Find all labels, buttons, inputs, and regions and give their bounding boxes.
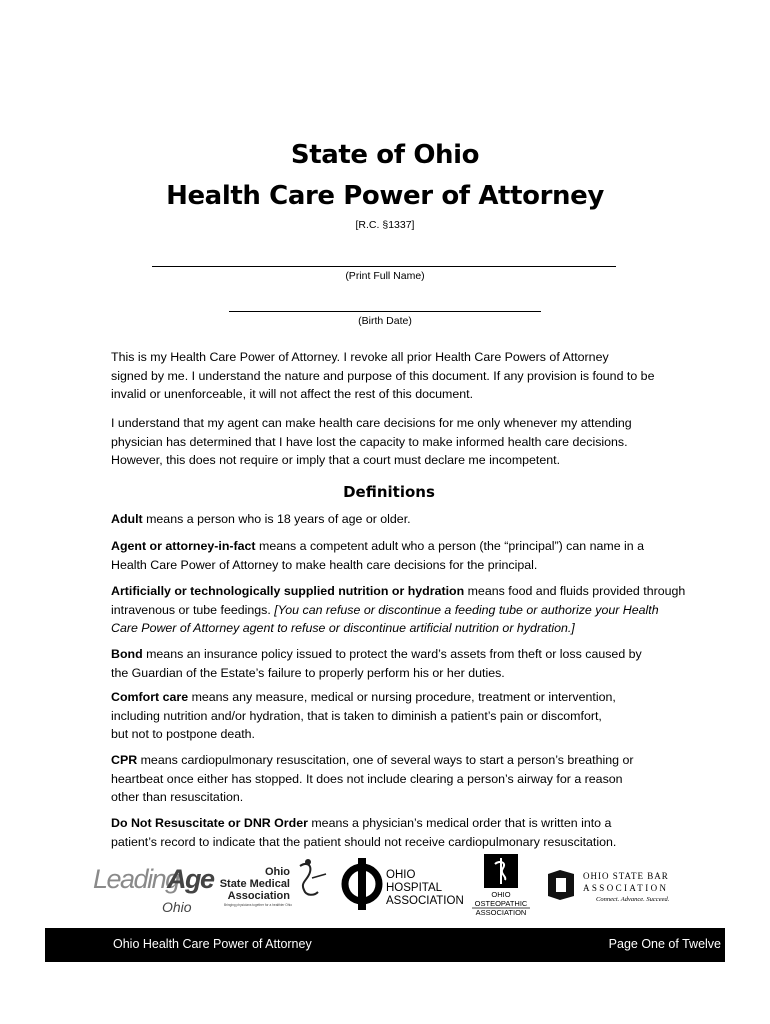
term: Artificially or technologically supplied nutrition or hydration: [111, 584, 465, 598]
osma-line-1: Ohio: [264, 866, 290, 878]
ooa-line-1: OHIO: [491, 890, 511, 899]
intro-1-line: This is my Health Care Power of Attorney. I revoke all prior Health Care Powers of Attorney: [111, 350, 609, 364]
definitions-heading: Definitions: [343, 483, 435, 501]
leadingage-word-1: Leading: [93, 864, 179, 894]
definition-comfort-care: [111, 688, 711, 744]
footer-document-title: Ohio Health Care Power of Attorney: [113, 937, 312, 951]
osba-line-1: OHIO STATE BAR: [583, 871, 669, 881]
title-line-1: State of Ohio: [290, 140, 480, 170]
intro-2-line: I understand that my agent can make health care decisions for me only whenever my attending: [111, 416, 632, 430]
osma-logo: [220, 859, 326, 907]
definition-text: other than resuscitation.: [111, 790, 244, 804]
definition-text: means a physician’s medical order that is written into a: [307, 816, 612, 830]
definition-text: patient’s record to indicate that the patient should not receive cardiopulmonary resuscitation.: [111, 834, 617, 849]
ooa-line-2: OSTEOPATHIC: [474, 899, 528, 908]
definition-agent: [111, 537, 711, 574]
osba-line-2: ASSOCIATION: [583, 883, 669, 893]
leadingage-logo: [93, 864, 215, 915]
definition-nutrition: [111, 582, 711, 638]
definition-text: the Guardian of the Estate’s failure to properly perform his or her duties.: [111, 665, 505, 680]
term: Comfort care: [111, 690, 189, 704]
ooa-logo: [472, 854, 530, 917]
definition-note: Care Power of Attorney agent to refuse or discontinue artificial nutrition or hydration.]: [111, 621, 575, 635]
osba-logo: [548, 870, 670, 903]
oha-line-2: HOSPITAL: [386, 882, 443, 894]
intro-1-line: invalid or unenforceable, it will not affect the rest of this document.: [111, 387, 474, 401]
definition-text: means a competent adult who a person (the “principal”) can name in a: [255, 539, 645, 553]
oha-line-3: ASSOCIATION: [386, 895, 464, 907]
print-full-name-label: (Print Full Name): [345, 270, 425, 282]
osma-line-2: State Medical: [219, 878, 290, 890]
definition-text: means food and fluids provided through: [464, 584, 686, 598]
intro-2-line: However, this does not require or imply that a court must declare me incompetent.: [111, 453, 561, 467]
definition-text: including nutrition and/or hydration, that is taken to diminish a patient’s pain or discomfort,: [111, 708, 602, 723]
sponsor-logos: [0, 848, 770, 920]
definition-text: but not to postpone death.: [111, 727, 255, 741]
intro-paragraph-1: [111, 348, 711, 404]
term: CPR: [111, 753, 138, 767]
footer-page-number: Page One of Twelve: [608, 937, 721, 951]
definition-text: intravenous or tube feedings.: [111, 602, 275, 617]
osba-tagline: Connect. Advance. Succeed.: [596, 896, 670, 903]
definition-text: Health Care Power of Attorney to make health care decisions for the principal.: [111, 557, 538, 572]
definition-text: means an insurance policy issued to protect the ward’s assets from theft or loss caused by: [142, 647, 642, 661]
definition-text: means cardiopulmonary resuscitation, one of several ways to start a person’s breathing or: [137, 753, 634, 767]
definition-note: [You can refuse or discontinue a feeding tube or authorize your Health: [274, 602, 659, 617]
term: Adult: [111, 512, 143, 526]
intro-2-line: physician has determined that I have lost the capacity to make informed health care decisions.: [111, 434, 628, 449]
definition-bond: [111, 645, 711, 682]
leadingage-word-2: Age: [167, 864, 214, 894]
definition-adult: [111, 510, 711, 529]
leadingage-sub: Ohio: [162, 899, 192, 915]
definition-dnr: [111, 814, 711, 851]
definition-cpr: [111, 751, 711, 807]
birth-date-line: [229, 311, 541, 312]
definition-text: heartbeat once either has stopped. It does not include clearing a person’s airway for a reason: [111, 771, 623, 786]
term: Bond: [111, 647, 143, 661]
definition-text: means any measure, medical or nursing procedure, treatment or intervention,: [188, 690, 616, 704]
osma-line-3: Association: [227, 890, 290, 902]
statute-citation: [R.C. §1337]: [355, 219, 415, 231]
full-name-line: [152, 266, 616, 267]
title-line-2: Health Care Power of Attorney: [166, 181, 604, 211]
definition-text: means a person who is 18 years of age or older.: [142, 512, 411, 526]
ooa-line-3: ASSOCIATION: [475, 908, 527, 917]
intro-1-line: signed by me. I understand the nature and purpose of this document. If any provision is found to be: [111, 368, 655, 383]
term: Do Not Resuscitate or DNR Order: [111, 816, 308, 830]
osma-tagline: Bringing physicians together for a healthier Ohio: [223, 903, 292, 907]
oha-line-1: OHIO: [386, 869, 416, 881]
page-footer: [45, 928, 725, 962]
intro-paragraph-2: [111, 414, 711, 470]
birth-date-label: (Birth Date): [358, 315, 412, 327]
oha-logo: [345, 858, 464, 910]
term: Agent or attorney-in-fact: [111, 539, 256, 553]
